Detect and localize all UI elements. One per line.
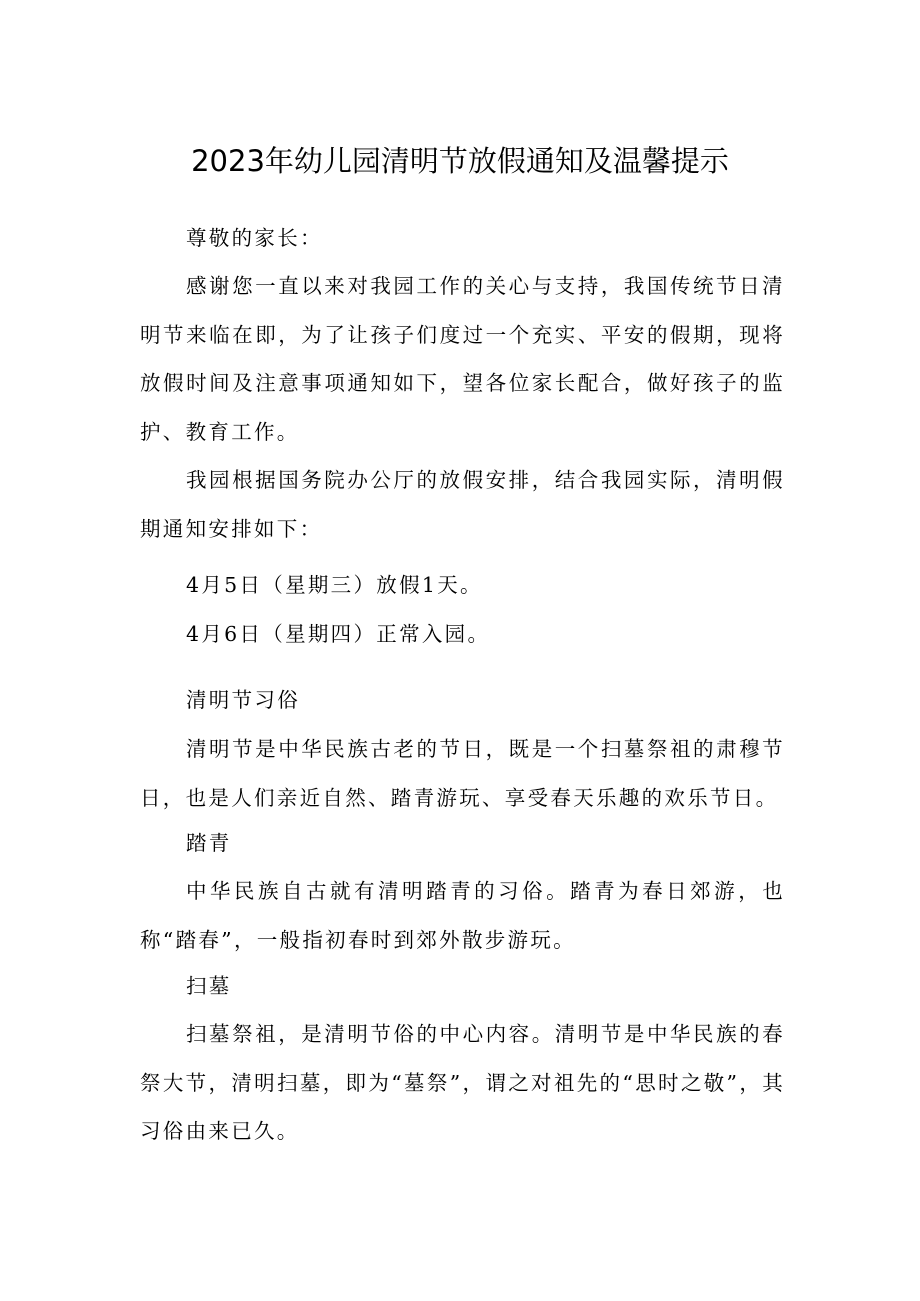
tomb-sweeping-heading: 扫墓 [186,974,232,998]
customs-heading: 清明节习俗 [186,688,300,712]
outing-paragraph: 中华民族自古就有清明踏青的习俗。踏青为春日郊游，也称“踏春”，一般指初春时到郊外散步游玩。 [140,879,785,952]
intro-paragraph: 感谢您一直以来对我园工作的关心与支持，我国传统节日清明节来临在即，为了让孩子们度过一个充实、平安的假期，现将放假时间及注意事项通知如下，望各位家长配合，做好孩子的监护、教育工作。 [140,274,785,444]
greeting: 尊敬的家长： [186,226,323,250]
tomb-sweeping-paragraph: 扫墓祭祖，是清明节俗的中心内容。清明节是中华民族的春祭大节，清明扫墓，即为“墓祭”，谓之对祖先的“思时之敬”，其习俗由来已久。 [140,1022,785,1143]
outing-heading: 踏青 [186,831,232,855]
customs-paragraph: 清明节是中华民族古老的节日，既是一个扫墓祭祖的肃穆节日，也是人们亲近自然、踏青游玩、享受春天乐趣的欢乐节日。 [140,737,785,810]
document-title: 2023年幼儿园清明节放假通知及温馨提示 [191,144,729,178]
schedule-intro-paragraph: 我园根据国务院办公厅的放假安排，结合我园实际，清明假期通知安排如下： [140,468,785,541]
holiday-date-line: 4月5日（星期三）放假1天。 [186,573,483,597]
return-date-line: 4月6日（星期四）正常入园。 [186,622,491,646]
